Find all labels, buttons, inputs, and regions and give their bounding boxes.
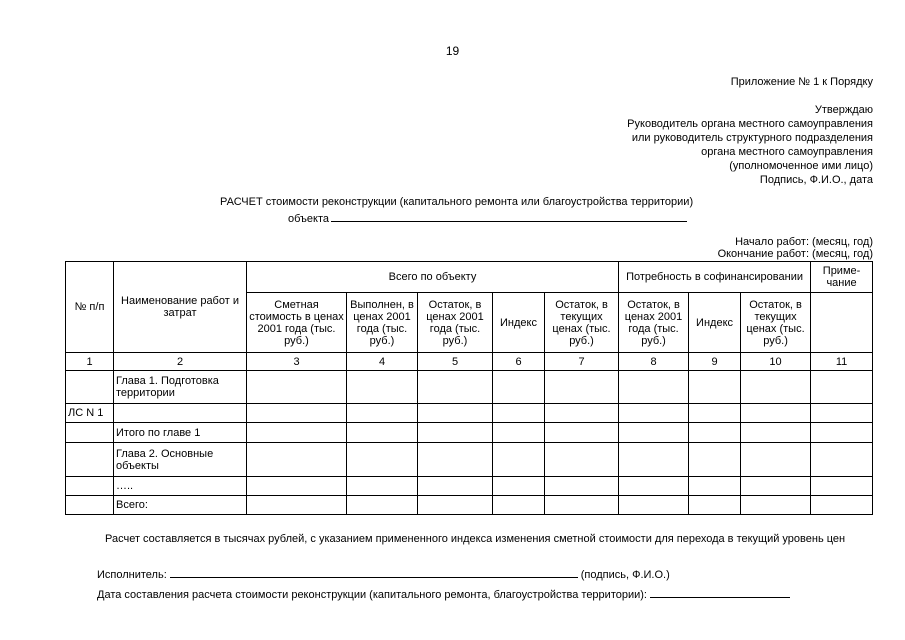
header-cofin-rest-2001: Остаток, в ценах 2001 года (тыс. руб.) [619, 293, 689, 353]
row-name: ….. [114, 477, 247, 496]
date-compiled-blank [650, 586, 790, 598]
column-number: 3 [247, 353, 347, 371]
header-note: Приме-чание [811, 262, 873, 293]
table-row [66, 404, 873, 423]
row-num [66, 423, 114, 443]
column-number: 9 [689, 353, 741, 371]
row-name: Итого по главе 1 [114, 423, 247, 443]
date-compiled-line [97, 586, 790, 601]
row-name [114, 404, 247, 423]
column-number: 4 [347, 353, 418, 371]
column-number: 8 [619, 353, 689, 371]
row-num [66, 371, 114, 404]
header-cofin-rest-current: Остаток, в текущих ценах (тыс. руб.) [741, 293, 811, 353]
approval-line: (уполномоченное ими лицо) [729, 160, 873, 172]
approval-line: или руководитель структурного подразделения [631, 132, 873, 144]
table-row [66, 371, 873, 404]
header-done-2001: Выполнен, в ценах 2001 года (тыс. руб.) [347, 293, 418, 353]
column-number-row [66, 353, 873, 371]
row-num [66, 443, 114, 477]
row-name: Глава 1. Подготовка территории [114, 371, 247, 404]
approval-line: Утверждаю [814, 104, 873, 116]
column-number: 2 [114, 353, 247, 371]
page-number: 19 [445, 44, 460, 58]
dates-block [718, 236, 873, 260]
header-total-group: Всего по объекту [247, 262, 619, 293]
cost-table [65, 261, 873, 515]
header-num: № п/п [66, 262, 114, 353]
object-blank [331, 210, 687, 222]
row-name: Глава 2. Основные объекты [114, 443, 247, 477]
table-row [66, 443, 873, 477]
row-num [66, 477, 114, 496]
header-estimated-2001: Сметная стоимость в ценах 2001 года (тыс. руб.) [247, 293, 347, 353]
header-cofin-index: Индекс [689, 293, 741, 353]
executor-line [97, 566, 670, 581]
header-note-empty [811, 293, 873, 353]
column-number: 10 [741, 353, 811, 371]
note-paragraph: Расчет составляется в тысячах рублей, с указанием примененного индекса изменения сметной стоимости для перехода в текущий уровень цен [105, 533, 846, 545]
row-num [66, 496, 114, 515]
table-row [66, 423, 873, 443]
column-number: 1 [66, 353, 114, 371]
header-rest-2001: Остаток, в ценах 2001 года (тыс. руб.) [418, 293, 493, 353]
approval-line: Подпись, Ф.И.О., дата [759, 174, 873, 186]
header-cofin-group: Потребность в софинансировании [619, 262, 811, 293]
document-title: РАСЧЕТ стоимости реконструкции (капитального ремонта или благоустройства территории) [220, 196, 694, 208]
end-date: Окончание работ: (месяц, год) [717, 248, 873, 260]
executor-suffix: (подпись, Ф.И.О.) [580, 569, 670, 581]
executor-label: Исполнитель: [97, 569, 167, 581]
object-line [288, 210, 687, 225]
header-name: Наименование работ и затрат [114, 262, 247, 353]
approval-block [627, 103, 873, 187]
column-number: 7 [545, 353, 619, 371]
column-number: 5 [418, 353, 493, 371]
object-label: объекта [288, 213, 330, 225]
executor-blank [170, 566, 578, 578]
row-name: Всего: [114, 496, 247, 515]
date-compiled-label: Дата составления расчета стоимости реконструкции (капитального ремонта, благоустройства территории): [97, 589, 647, 601]
header-rest-current: Остаток, в текущих ценах (тыс. руб.) [545, 293, 619, 353]
table-row [66, 496, 873, 515]
appendix-label: Приложение № 1 к Порядку [730, 76, 873, 88]
start-date: Начало работ: (месяц, год) [735, 236, 873, 248]
table-row [66, 477, 873, 496]
row-num: ЛС N 1 [66, 404, 114, 423]
approval-line: Руководитель органа местного самоуправления [627, 118, 873, 130]
column-number: 6 [493, 353, 545, 371]
approval-line: органа местного самоуправления [701, 146, 873, 158]
column-number: 11 [811, 353, 873, 371]
header-index: Индекс [493, 293, 545, 353]
